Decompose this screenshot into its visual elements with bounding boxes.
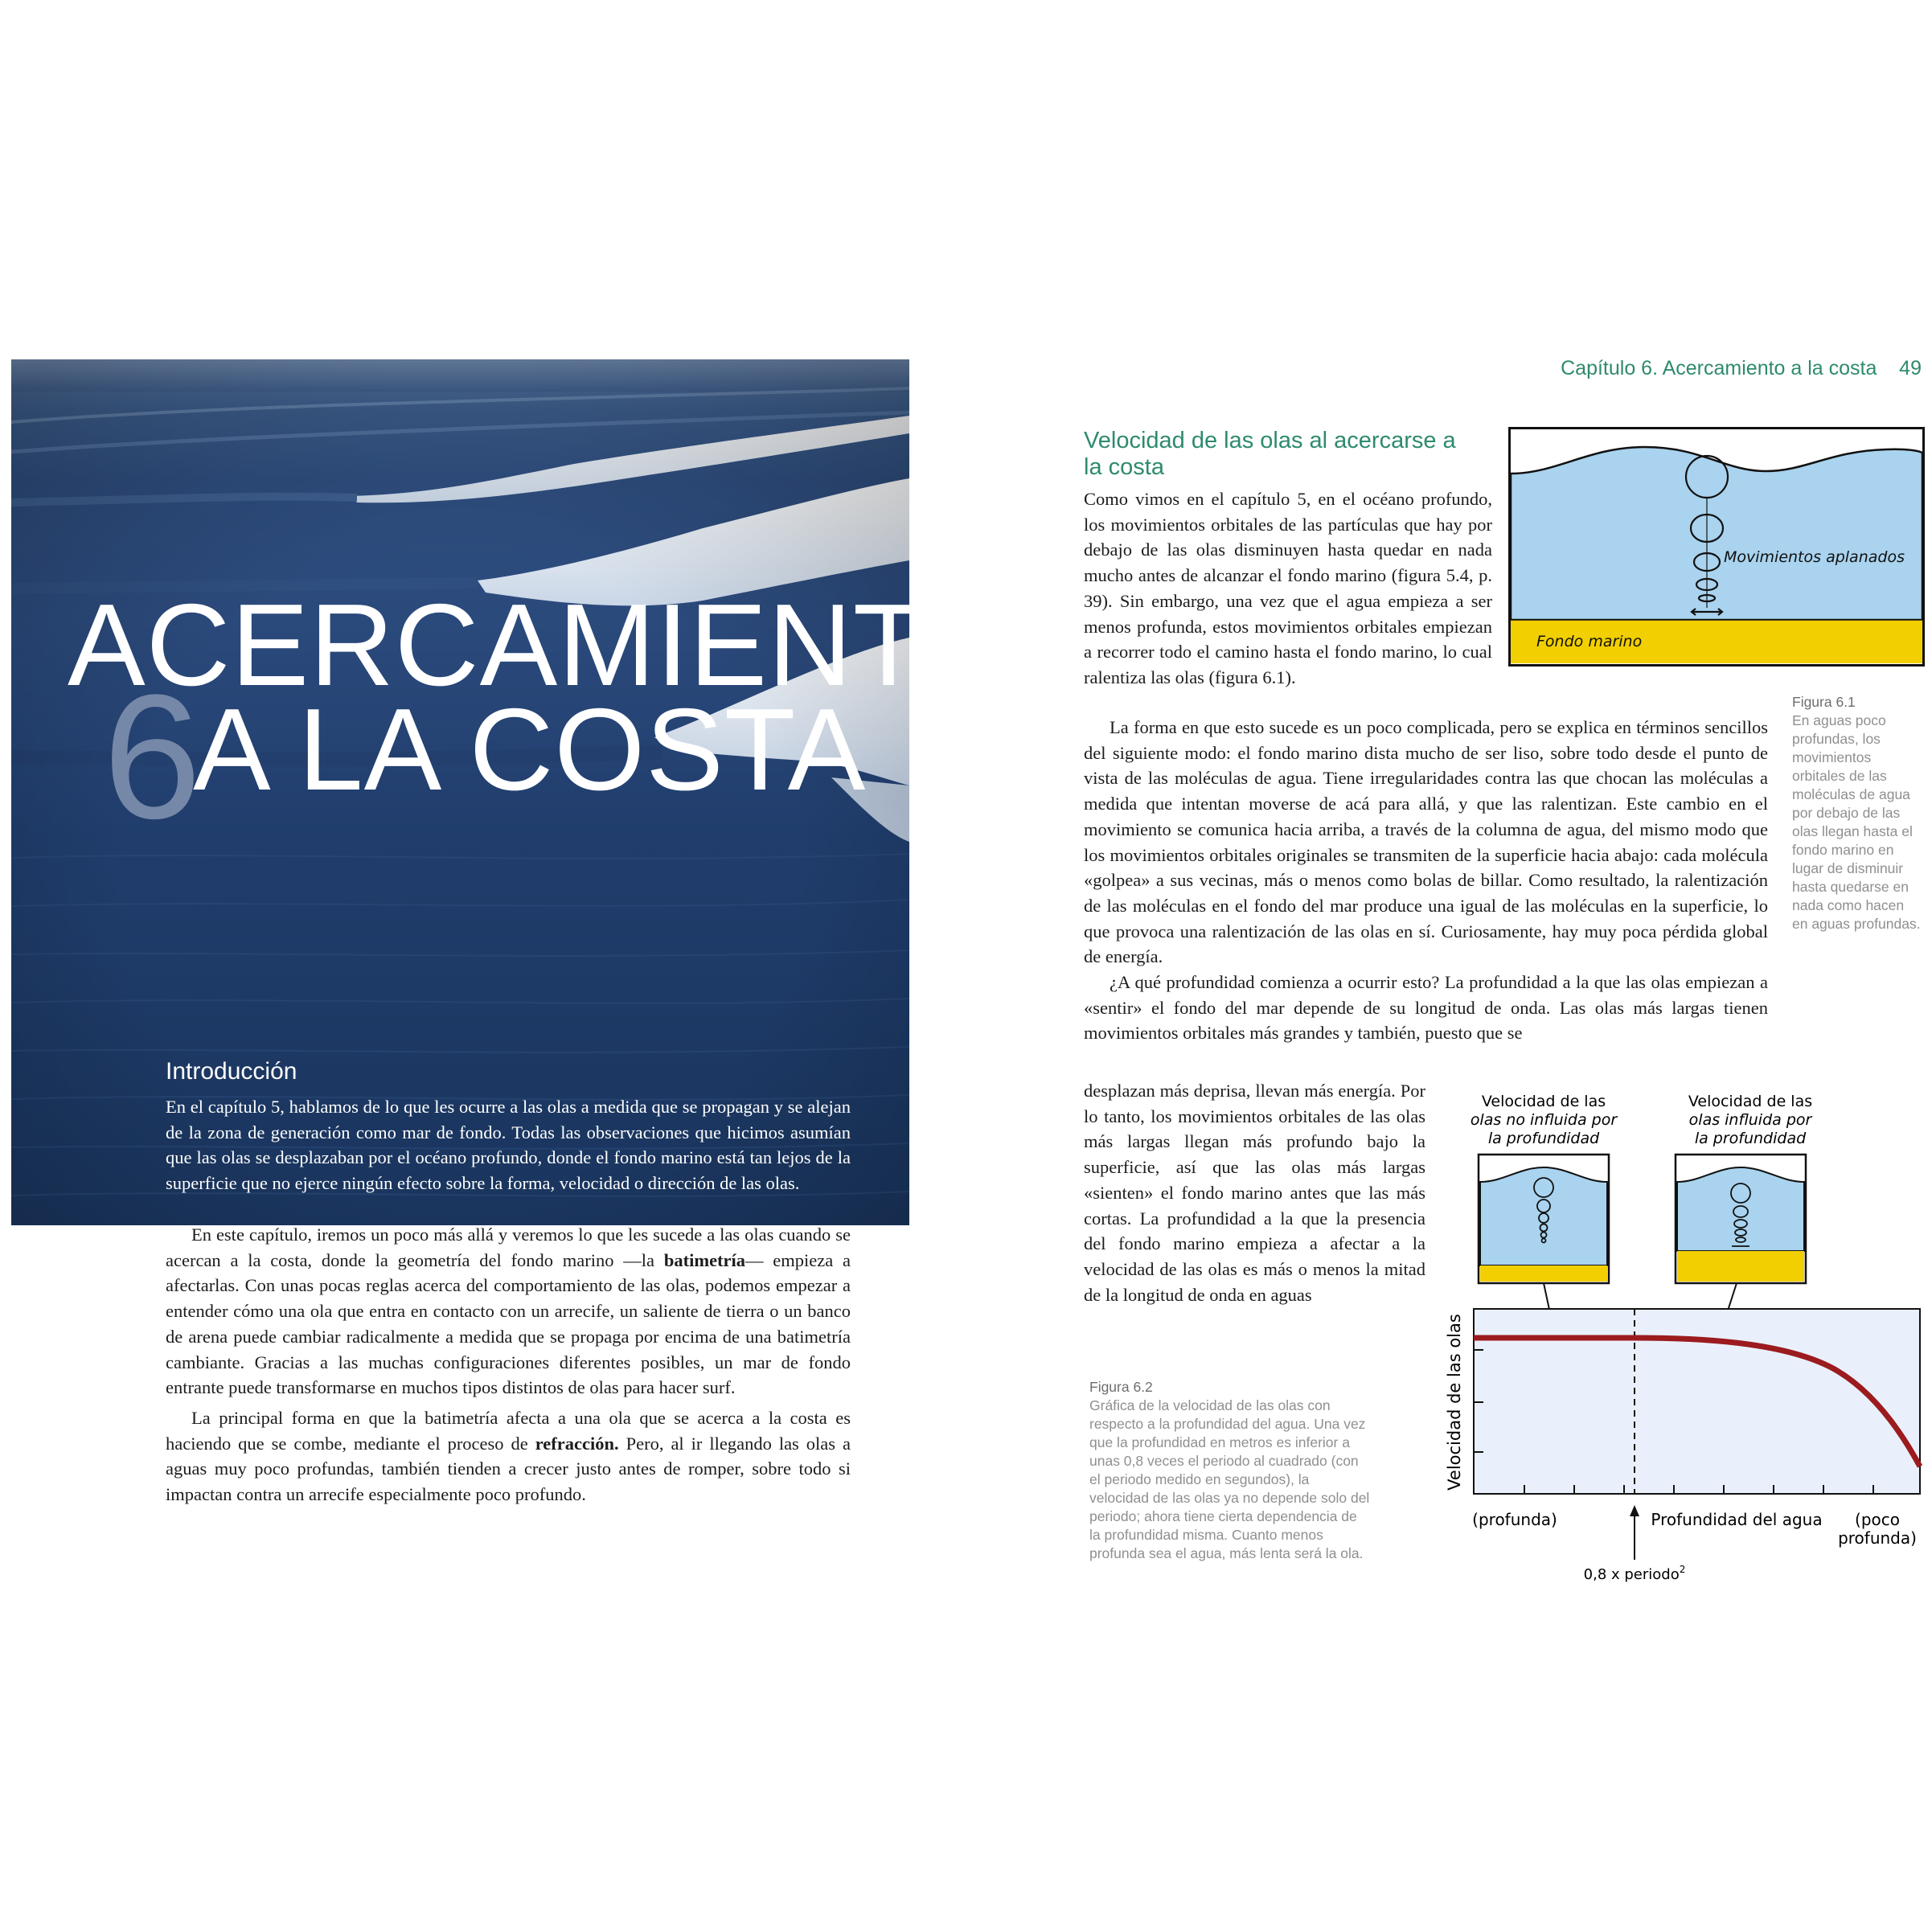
figure-6-2-caption-label: Figura 6.2: [1089, 1379, 1153, 1395]
inset-deep-water: [1479, 1155, 1609, 1283]
tick-shallow-label-2: profunda): [1838, 1528, 1917, 1548]
figure-6-2-caption: [1089, 1378, 1371, 1563]
figure-6-2-chart: [1431, 1087, 1930, 1594]
flattened-motions-label: Movimientos aplanados: [1724, 548, 1905, 566]
right-paragraph-narrow: [1084, 1078, 1425, 1307]
figure-6-1-caption-label: Figura 6.1: [1792, 694, 1856, 710]
intro-paragraph: [166, 1094, 851, 1196]
threshold-arrow: [1630, 1505, 1639, 1560]
running-head: Capítulo 6. Acercamiento a la costa 49: [1561, 357, 1922, 379]
paragraph-seabed-friction: La forma en que esto sucede es un poco complicada, pero se explica en términos sencillos del siguiente modo: el fondo marino dista mucho de ser liso, sobre todo desde el punto de vista de las moléculas de agua. Tiene irregularidades contra las que chocan las moléculas a medida que intentan moverse de acá para allá, y que las ralentizan. Este cambio en el movimiento se comunica hacia arriba, a través de la columna de agua, del mismo modo que los movimientos orbitales originales se transmiten de la superficie hacia abajo: cada molécula «golpea» a sus vecinas, más o menos como bolas de billar. Como resultado, la ralentización de las moléculas en el fondo del mar produce una igual de las moléculas en la superficie, lo que provoca una ralentización de las olas en sí. Curiosamente, hay muy poca pérdida global de energía.: [1084, 717, 1768, 967]
paragraph-bathymetry-start: En este capítulo, iremos un poco más allá y veremos lo que les sucede a las olas cuando se acercan a la costa, donde la geometría del fondo marino —la: [166, 1224, 851, 1270]
chapter-title-line-1: ACERCAMIENTO: [68, 580, 1015, 710]
paragraph-bathymetry-end: — empieza a afectarlas. Con unas pocas reglas acerca del comportamiento de las olas, podemos empezar a entender cómo una ola que entra en contacto con un arrecife, un saliente de tierra o un banco de arena puede cambiar radicalmente a medida que se propaga por encima de una batimetría cambiante. Gracias a las muchas configuraciones diferentes posibles, un mar de fondo entrante puede transformarse en muchos tipos distintos de olas para hacer surf.: [166, 1249, 851, 1398]
inset-right-label-2: olas influida por: [1688, 1111, 1812, 1129]
right-paragraphs-full-width: [1084, 715, 1768, 1046]
inset-right-label-1: Velocidad de las: [1688, 1093, 1813, 1110]
paragraph-bathymetry: [166, 1222, 851, 1401]
intro-heading: Introducción: [166, 1058, 297, 1085]
left-body-text: [166, 1222, 851, 1507]
water-area: [1511, 447, 1922, 620]
paragraph-refraction: [166, 1405, 851, 1507]
chapter-title-line-2: A LA COSTA: [193, 684, 867, 814]
chart-xlabel: Profundidad del agua: [1651, 1510, 1823, 1529]
term-bathymetry: batimetría: [663, 1249, 746, 1270]
paragraph-refraction-end: Pero, al ir llegando las olas a aguas muy poco profundas, también tienden a crecer justo antes de romper, sobre todo si impactan contra un arrecife especialmente poco profundo.: [166, 1433, 851, 1505]
right-paragraph-1: [1084, 486, 1492, 691]
paragraph-refraction-start: La principal forma en que la batimetría afecta a una ola que se acerca a la costa es haciendo que se combe, mediante el proceso de: [166, 1407, 851, 1454]
chapter-number: 6: [103, 658, 202, 855]
section-heading: Velocidad de las olas al acercarse a la costa: [1084, 428, 1456, 480]
inset-right-label-3: la profundidad: [1694, 1130, 1807, 1147]
chart-ylabel: Velocidad de las olas: [1445, 1314, 1464, 1491]
figure-6-2-caption-text: Gráfica de la velocidad de las olas con respecto a la profundidad del agua. Una vez que la profundidad en metros es inferior a unas 0,8 veces el periodo al cuadrado (con el periodo medido en segundos), la velocidad de las olas ya no depende solo del periodo; ahora tiene cierta dependencia de la profundidad misma. Cuanto menos profunda sea el agua, más lenta será la ola.: [1089, 1397, 1370, 1561]
figure-6-1-caption: [1792, 693, 1921, 933]
intro-text: En el capítulo 5, hablamos de lo que les ocurre a las olas a medida que se propagan y se alejan de la zona de generación como mar de fondo. Todas las observaciones que hicimos asumían que las olas se desplazaban por el océano profundo, donde el fondo marino está tan lejos de la superficie que no ejerce ningún efecto sobre la forma, velocidad o dirección de las olas.: [166, 1097, 851, 1194]
tick-deep-label: (profunda): [1472, 1510, 1557, 1529]
threshold-label: [1584, 1564, 1686, 1583]
threshold-label-text: 0,8 x periodo: [1583, 1566, 1680, 1583]
inset-shallow-water: [1676, 1155, 1806, 1283]
figure-6-1-diagram: [1508, 427, 1925, 667]
term-refraction: refracción.: [535, 1433, 619, 1454]
figure-6-1-caption-text: En aguas poco profundas, los movimientos orbitales de las moléculas de agua por debajo de las olas llegan hasta el fondo marino en lugar de disminuir hasta quedarse en nada como hacen en aguas profundas.: [1792, 712, 1921, 932]
inset-left-label-2: olas no influida por: [1470, 1111, 1618, 1129]
inset-left-label-3: la profundidad: [1487, 1130, 1600, 1147]
paragraph-orbital: Como vimos en el capítulo 5, en el océano profundo, los movimientos orbitales de las partículas que hay por debajo de las olas disminuyen hasta quedar en nada mucho antes de alcanzar el fondo marino (figura 5.4, p. 39). Sin embargo, una vez que el agua empieza a ser menos profunda, estos movimientos orbitales empiezan a recorrer todo el camino hasta el fondo marino, lo cual ralentiza las olas (figura 6.1).: [1084, 489, 1492, 687]
paragraph-depth-question: ¿A qué profundidad comienza a ocurrir esto? La profundidad a la que las olas empiezan a «sentir» el fondo del mar depende de su longitud de onda. Las olas más largas tienen movimientos orbitales más grandes y también, puesto que se: [1084, 972, 1768, 1044]
threshold-label-superscript: 2: [1679, 1564, 1686, 1575]
inset-left-label-1: Velocidad de las: [1481, 1093, 1606, 1110]
seabed-label: Fondo marino: [1536, 633, 1643, 650]
paragraph-longer-waves: desplazan más deprisa, llevan más energía. Por lo tanto, los movimientos orbitales de las olas más largas llegan más profundo bajo la superficie, así que las olas más largas «sienten» el fondo marino antes que las más cortas. La profundidad a la que la presencia del fondo marino empieza a afectar a la velocidad de las olas es más o menos la mitad de la longitud de onda en aguas: [1084, 1081, 1425, 1305]
tick-shallow-label-1: (poco: [1855, 1510, 1900, 1529]
